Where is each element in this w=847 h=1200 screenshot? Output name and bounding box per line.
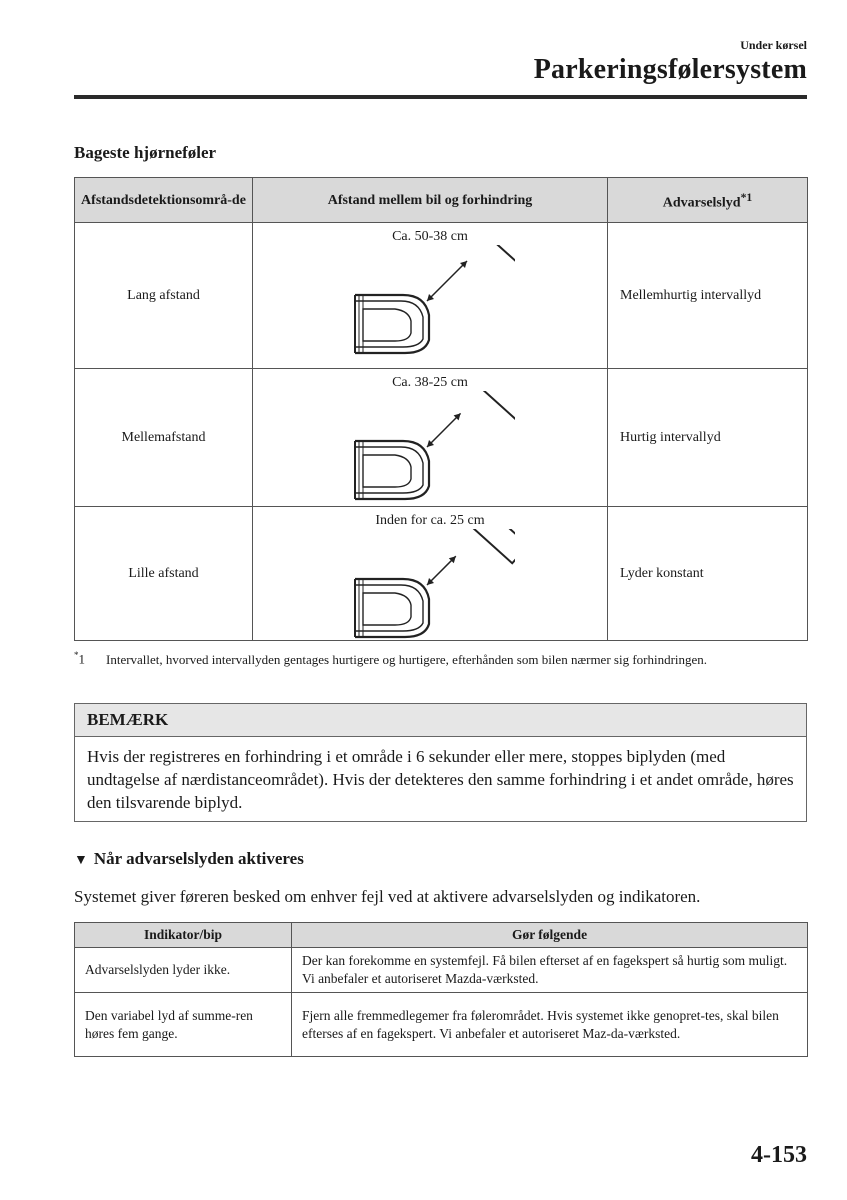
column-header-sound-label: Advarselslyd [662,195,741,211]
column-header-area: Afstandsdetektionsområ-de [75,178,253,223]
obstacle-icon [445,529,515,563]
area-cell: Lille afstand [75,507,253,641]
car-icon [355,579,429,637]
warning-heading [74,849,304,869]
table-header-row [75,178,808,223]
distance-cell [253,223,608,369]
distance-caption: Ca. 38-25 cm [392,375,468,390]
area-cell: Lang afstand [75,223,253,369]
footnote-number: 1 [78,651,85,667]
footnote-asterisk: * [74,650,79,660]
warning-heading-text: Når advarselslyden aktiveres [93,849,304,868]
subsection-heading: Bageste hjørneføler [74,143,217,162]
column-header-action: Gør følgende [292,923,808,948]
obstacle-icon [450,391,515,420]
action-cell: Der kan forekomme en systemfejl. Få bilen efterset af en fagekspert så hurtig som muligt. Vi anbefaler et autoriseret Mazda-værksted. [292,948,808,993]
table-row [75,948,808,993]
distance-caption: Inden for ca. 25 cm [375,513,485,528]
sound-cell: Mellemhurtig intervallyd [608,223,808,369]
footnote-text: Intervallet, hvorved intervallyden gentages hurtigere og hurtigere, efterhånden som bilen nærmer sig forhindringen. [106,652,708,667]
indicator-cell: Advarselslyden lyder ikke. [75,948,292,993]
column-header-distance: Afstand mellem bil og forhindring [253,178,608,223]
area-cell: Mellemafstand [75,369,253,507]
distance-caption: Ca. 50-38 cm [392,229,468,244]
distance-arrow-icon [427,261,467,301]
distance-arrow-icon [427,413,461,447]
title-rule [74,95,807,99]
table-row [75,223,808,369]
page-title: Parkeringsfølersystem [533,54,807,85]
distance-cell [253,369,608,507]
sound-cell: Lyder konstant [608,507,808,641]
car-icon [355,295,429,353]
table-row [75,369,808,507]
column-header-indicator: Indikator/bip [75,923,292,948]
column-header-sound [608,178,808,223]
note-body: Hvis der registreres en forhindring i et område i 6 sekunder eller mere, stoppes biplyden (med undtagelse af nærdistanceområdet). Hvis der detekteres den samme forhindring i et andet område, høres den tilsvarende biplyd. [87,747,794,812]
rear-corner-sensor-table [74,177,808,641]
car-obstacle-illustration [345,245,515,355]
table-header-row [75,923,808,948]
table-row [75,993,808,1057]
page-number: 4-153 [751,1142,807,1168]
car-obstacle-illustration [345,391,515,501]
car-obstacle-illustration [345,529,515,639]
table-row [75,507,808,641]
warning-intro: Systemet giver føreren besked om enhver fejl ved at aktivere advarselslyden og indikatoren. [74,887,701,906]
indicator-cell: Den variabel lyd af summe-ren høres fem gange. [75,993,292,1057]
sound-cell: Hurtig intervallyd [608,369,808,507]
footnote-ref: *1 [740,190,753,204]
triangle-down-icon: ▼ [74,853,88,868]
distance-arrow-icon [427,556,456,585]
distance-cell [253,507,608,641]
section-label: Under kørsel [740,38,807,52]
note-title: BEMÆRK [75,704,806,737]
footnote-mark [74,650,85,667]
warning-table [74,922,808,1057]
car-icon [355,441,429,499]
note-box [74,703,807,822]
action-cell: Fjern alle fremmedlegemer fra følerområdet. Hvis systemet ikke genopret-tes, skal bilen efterses af en fagekspert. Vi anbefaler et autoriseret Maz-da-værksted. [292,993,808,1057]
